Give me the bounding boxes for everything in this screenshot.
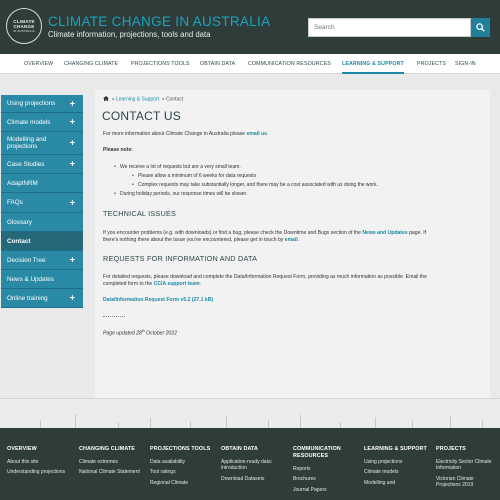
footer-col-obtain-data bbox=[221, 446, 291, 486]
footer-heading[interactable]: PROJECTIONS TOOLS bbox=[150, 446, 211, 452]
sidebar-item-climate-models[interactable] bbox=[1, 113, 83, 132]
home-icon[interactable] bbox=[103, 96, 109, 101]
footer-heading[interactable]: OVERVIEW bbox=[7, 446, 37, 452]
sidebar-item-label: Using projections bbox=[7, 100, 56, 107]
req-text-1: For detailed requests, please download and complete the Data/Information Request Form, providing as much information as possible. Email the bbox=[103, 274, 427, 280]
band-tick bbox=[450, 416, 451, 428]
site-header bbox=[0, 0, 500, 54]
band-tick bbox=[375, 417, 376, 428]
news-updates-link[interactable]: News and Updates bbox=[362, 230, 408, 236]
nav-obtain-data[interactable]: OBTAIN DATA bbox=[200, 61, 236, 67]
band-tick bbox=[40, 420, 41, 428]
search-button[interactable] bbox=[471, 18, 490, 37]
sidebar-item-glossary[interactable] bbox=[1, 213, 83, 232]
footer-col-changing-climate bbox=[79, 446, 149, 480]
breadcrumb-learning-support[interactable]: Learning & Support bbox=[115, 96, 160, 103]
expand-plus-icon[interactable]: + bbox=[69, 254, 75, 265]
tech-text-2: page. If bbox=[407, 230, 427, 236]
band-tick bbox=[268, 420, 269, 428]
please-note-heading: Please note: bbox=[103, 147, 134, 153]
sidebar-item-label: Online training bbox=[7, 294, 48, 302]
footer-heading[interactable]: OBTAIN DATA bbox=[221, 446, 259, 452]
sidebar-item-news-updates[interactable] bbox=[1, 270, 83, 289]
updated-superscript: th bbox=[141, 329, 145, 333]
breadcrumb bbox=[103, 96, 183, 103]
footer-link[interactable]: About this site bbox=[7, 459, 39, 465]
nav-communication-resources[interactable]: COMMUNICATION RESOURCES bbox=[248, 61, 331, 67]
note-bullet-2: • During holiday periods, our response times will be slower. bbox=[120, 191, 247, 197]
sidebar-item-decision-tree[interactable] bbox=[1, 251, 83, 270]
sidebar-item-label: AdaptNRM bbox=[7, 179, 38, 187]
breadcrumb-separator: » bbox=[161, 96, 165, 103]
nav-projects[interactable]: PROJECTS bbox=[417, 61, 447, 67]
footer-link[interactable]: Data availability bbox=[150, 459, 186, 465]
footer-link[interactable]: Climate models bbox=[364, 469, 399, 476]
footer-col-learning-support bbox=[364, 446, 434, 490]
footer-link[interactable]: Brochures bbox=[293, 476, 316, 483]
sidebar-item-faqs[interactable] bbox=[1, 193, 83, 213]
band-tick bbox=[75, 414, 76, 428]
sidebar-item-label: Modelling and projections bbox=[7, 136, 47, 150]
tech-text-1: If you encounter problems (e.g. with downloads) or find a bug, please check the Downtime and Bugs section of the bbox=[103, 230, 363, 236]
sidebar-item-label: Decision Tree bbox=[7, 256, 46, 264]
email-us-link[interactable]: email us bbox=[246, 131, 267, 137]
footer-link[interactable]: Journal Papers bbox=[293, 486, 327, 493]
logo-line-1: CLIMATE bbox=[13, 19, 35, 24]
content-divider bbox=[103, 316, 125, 317]
expand-plus-icon[interactable]: + bbox=[69, 116, 75, 127]
footer-col-projects bbox=[436, 446, 498, 493]
logo-line-3: IN AUSTRALIA bbox=[13, 29, 35, 33]
footer-link[interactable]: Tool ratings bbox=[150, 469, 176, 476]
main-nav bbox=[0, 54, 500, 74]
footer-heading[interactable]: LEARNING & SUPPORT bbox=[364, 446, 427, 452]
expand-plus-icon[interactable]: + bbox=[69, 292, 75, 303]
site-footer bbox=[0, 428, 500, 500]
breadcrumb-current: Contact bbox=[166, 96, 184, 103]
band-tick bbox=[226, 416, 227, 428]
band-tick bbox=[300, 415, 301, 428]
decorative-graph-band bbox=[0, 398, 500, 428]
sidebar-menu bbox=[1, 95, 83, 308]
page-updated-text bbox=[103, 328, 177, 338]
site-title[interactable]: CLIMATE CHANGE IN AUSTRALIA bbox=[48, 14, 271, 29]
site-logo[interactable] bbox=[6, 8, 42, 44]
page-title: CONTACT US bbox=[102, 109, 181, 123]
footer-link[interactable]: Climate extremes bbox=[79, 459, 118, 465]
footer-link[interactable]: Electricity Sector Climate Information bbox=[436, 459, 492, 472]
note-bullet-1: • We receive a lot of requests but are a very small team. bbox=[120, 164, 241, 170]
band-tick bbox=[412, 421, 413, 428]
sidebar-item-label: FAQs bbox=[7, 199, 23, 206]
logo-line-2: CHANGE bbox=[13, 24, 35, 29]
footer-heading[interactable]: COMMUNICATION RESOURCES bbox=[293, 446, 341, 459]
footer-link[interactable]: Reports bbox=[293, 466, 311, 472]
footer-heading[interactable]: PROJECTS bbox=[436, 446, 466, 452]
nav-changing-climate[interactable]: CHANGING CLIMATE bbox=[64, 61, 119, 67]
request-form-download[interactable] bbox=[103, 297, 213, 304]
footer-link[interactable]: Download Datasets bbox=[221, 475, 265, 482]
tech-text-3: there's nothing there about the issue you've encountered, please get in touch by bbox=[103, 237, 285, 243]
footer-link[interactable]: Understanding projections bbox=[7, 469, 66, 476]
search-icon bbox=[476, 23, 485, 32]
footer-link[interactable]: National Climate Statement bbox=[79, 469, 140, 476]
footer-link[interactable]: Regional Climate bbox=[150, 479, 189, 486]
nav-overview[interactable]: OVERVIEW bbox=[24, 61, 54, 67]
intro-text-end: . bbox=[266, 131, 269, 137]
sidebar-item-contact[interactable] bbox=[1, 232, 83, 251]
expand-plus-icon[interactable]: + bbox=[69, 158, 75, 169]
band-tick bbox=[190, 421, 191, 428]
nav-learning-support[interactable]: LEARNING & SUPPORT bbox=[342, 54, 404, 74]
sidebar-item-online-training[interactable] bbox=[1, 289, 83, 308]
updated-prefix: Page updated 28 bbox=[103, 330, 142, 337]
footer-link[interactable]: Using projections bbox=[364, 459, 403, 465]
technical-issues-heading: TECHNICAL ISSUES bbox=[103, 209, 177, 218]
req-text-3: . bbox=[199, 281, 202, 287]
band-tick bbox=[482, 420, 483, 428]
band-tick bbox=[150, 418, 151, 428]
nav-sign-in[interactable]: SIGN-IN bbox=[455, 61, 476, 67]
sidebar-item-label: Contact bbox=[7, 237, 31, 245]
sidebar-item-label: Case Studies bbox=[7, 160, 45, 168]
note-bullet-1b: • Complex requests may take substantially longer, and there may be a cost associated with us doing the work. bbox=[138, 182, 378, 188]
email-link[interactable]: email bbox=[284, 237, 298, 243]
search-input[interactable]: Search bbox=[308, 18, 471, 37]
sidebar-item-label: Glossary bbox=[7, 218, 32, 226]
intro-text-body: For more information about Climate Change in Australia please bbox=[103, 131, 247, 137]
updated-suffix: October 2022 bbox=[144, 330, 177, 337]
ccia-support-link[interactable]: CCiA support team bbox=[153, 281, 200, 287]
expand-plus-icon[interactable]: + bbox=[69, 197, 75, 207]
sidebar-item-adaptnrm[interactable] bbox=[1, 174, 83, 193]
technical-issues-text bbox=[103, 230, 495, 244]
requests-text bbox=[103, 274, 427, 288]
expand-plus-icon[interactable]: + bbox=[69, 98, 75, 108]
sidebar-item-using-projections[interactable] bbox=[1, 95, 83, 113]
requests-heading: REQUESTS FOR INFORMATION AND DATA bbox=[103, 254, 258, 263]
expand-plus-icon[interactable]: + bbox=[69, 137, 75, 148]
nav-projections-tools[interactable]: PROJECTIONS TOOLS bbox=[131, 61, 190, 67]
breadcrumb-separator: » bbox=[111, 96, 115, 103]
sidebar-item-label: News & Updates bbox=[7, 275, 54, 283]
footer-link[interactable]: Victorian Climate Projections 2019 bbox=[436, 475, 474, 489]
sidebar-item-label: Climate models bbox=[7, 118, 51, 126]
footer-col-overview bbox=[7, 446, 77, 480]
request-form-link[interactable]: Data/Information Request Form v5.2 (27.1 kB) bbox=[103, 297, 214, 303]
footer-heading[interactable]: CHANGING CLIMATE bbox=[79, 446, 136, 452]
footer-col-communication bbox=[293, 446, 363, 497]
req-text-2: completed form to the bbox=[103, 281, 154, 287]
sidebar-item-modelling-projections[interactable] bbox=[1, 132, 83, 155]
note-bullet-1a: • Please allow a minimum of 6 weeks for data requests bbox=[138, 173, 256, 179]
intro-text bbox=[103, 131, 268, 138]
site-subtitle: Climate information, projections, tools and data bbox=[48, 30, 211, 39]
footer-link[interactable]: Modelling and bbox=[364, 479, 396, 486]
main-content bbox=[95, 90, 490, 410]
footer-link[interactable]: Application-ready data: introduction bbox=[221, 459, 273, 472]
sidebar-item-case-studies[interactable] bbox=[1, 155, 83, 174]
footer-col-projections-tools bbox=[150, 446, 220, 490]
tech-text-4: . bbox=[297, 237, 300, 243]
